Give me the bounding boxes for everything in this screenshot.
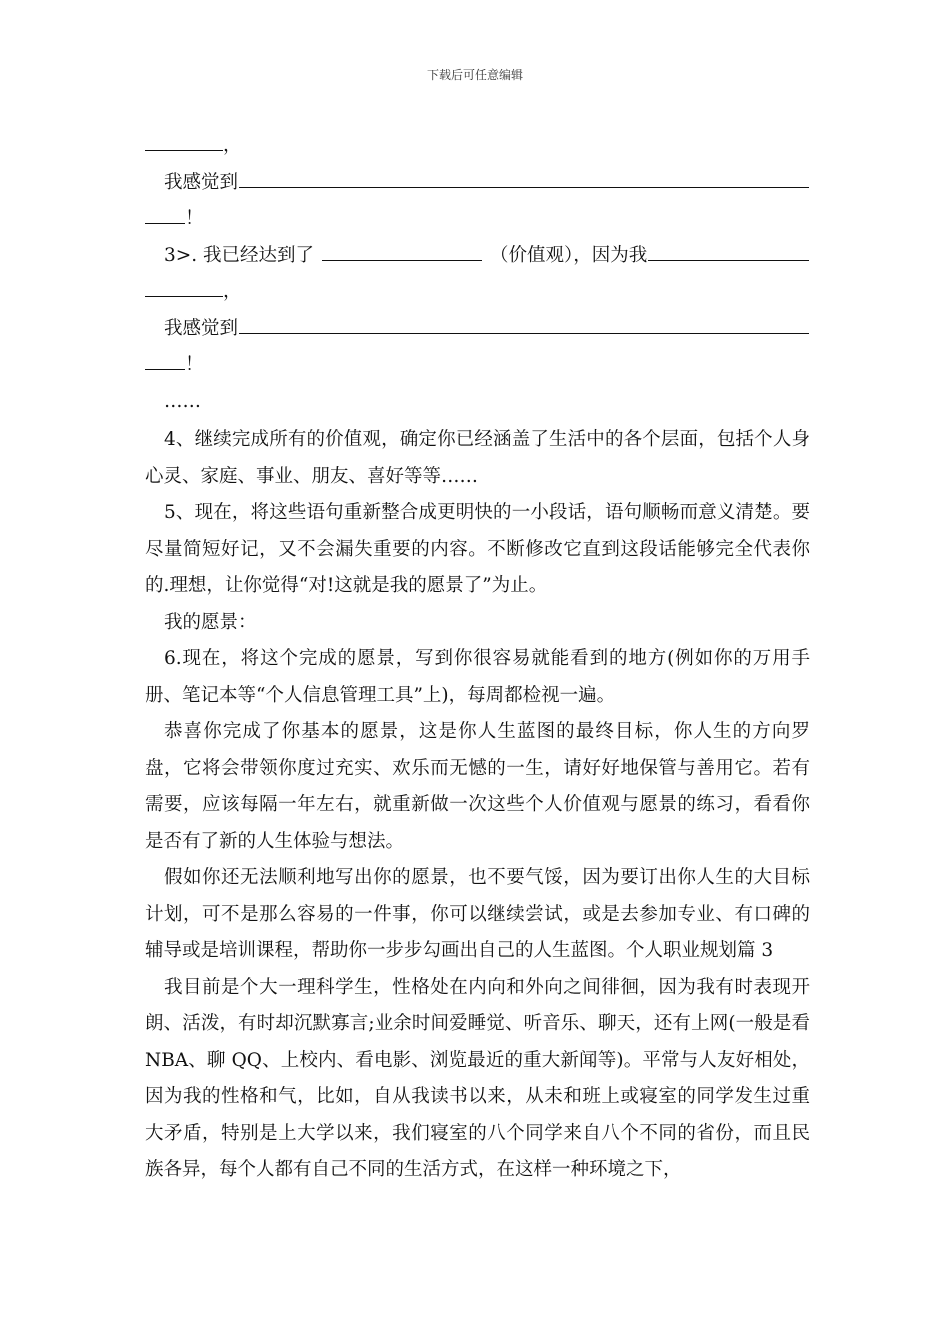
value-prefix: 3>. 我已经达到了 xyxy=(164,244,315,266)
form-line xyxy=(145,238,810,275)
paragraph-congrats: 恭喜你完成了你基本的愿景，这是你人生蓝图的最终目标，你人生的方向罗盘，它将会带领你度过充实、欢乐而无憾的一生，请好好地保管与善用它。若有需要，应该每隔一年左右，就重新做一次这些个人价值观与愿景的练习，看看你是否有了新的人生体验与想法。 xyxy=(145,721,810,852)
paragraph-step-6: 6.现在，将这个完成的愿景，写到你很容易就能看到的地方(例如你的万用手册、笔记本等“个人信息管理工具”上)，每周都检视一遍。 xyxy=(145,648,810,706)
blank-field[interactable] xyxy=(322,238,482,261)
form-line xyxy=(145,311,810,348)
form-line xyxy=(145,274,810,311)
ellipsis: …… xyxy=(164,390,201,412)
page-header: 下载后可任意编辑 xyxy=(426,68,523,82)
ellipsis-line xyxy=(145,384,810,421)
line-end-punct: ， xyxy=(223,281,242,302)
blank-field[interactable] xyxy=(239,165,809,188)
blank-field[interactable] xyxy=(145,128,223,151)
form-line xyxy=(145,165,810,202)
document-body xyxy=(145,128,810,1189)
line-end-punct: ， xyxy=(223,135,242,156)
paragraph-step-4: 4、继续完成所有的价值观，确定你已经涵盖了生活中的各个层面，包括个人身心灵、家庭、事业、朋友、喜好等等…… xyxy=(145,429,810,487)
blank-field[interactable] xyxy=(648,238,809,261)
form-line xyxy=(145,347,810,384)
paragraph-encourage: 假如你还无法顺利地写出你的愿景，也不要气馁，因为要订出你人生的大目标计划，可不是那么容易的一件事，你可以继续尝试，或是去参加专业、有口碑的辅导或是培训课程，帮助你一步步勾画出自己的人生蓝图。个人职业规划篇 3 xyxy=(145,867,810,961)
paragraph-step-5: 5、现在，将这些语句重新整合成更明快的一小段话，语句顺畅而意义清楚。要尽量简短好记，又不会漏失重要的内容。不断修改它直到这段话能够完全代表你的.理想，让你觉得“对!这就是我的愿景了”为止。 xyxy=(145,502,810,596)
form-line xyxy=(145,128,810,165)
feeling-label: 我感觉到 xyxy=(164,317,239,339)
blank-field[interactable] xyxy=(145,274,223,297)
feeling-label: 我感觉到 xyxy=(164,171,239,193)
form-line xyxy=(145,201,810,238)
blank-field[interactable] xyxy=(145,201,185,224)
line-end-punct: ！ xyxy=(185,208,204,229)
value-mid: （价值观），因为我 xyxy=(490,244,648,266)
paragraph-self-intro: 我目前是个大一理科学生，性格处在内向和外向之间徘徊，因为我有时表现开朗、活泼，有时却沉默寡言;业余时间爱睡觉、听音乐、聊天，还有上网(一般是看 NBA、聊 QQ、上校内、看电影、浏览最近的重大新闻等)。平常与人友好相处，因为我的性格和气，比如，自从我读书以来，从未和班上或寝室的同学发生过重大矛盾，特别是上大学以来，我们寝室的八个同学来自八个不同的省份，而且民族各异，每个人都有自己不同的生活方式，在这样一种环境之下， xyxy=(145,976,810,1180)
blank-field[interactable] xyxy=(145,347,185,370)
line-end-punct: ！ xyxy=(185,354,204,375)
vision-label: 我的愿景： xyxy=(164,611,257,633)
blank-field[interactable] xyxy=(239,311,809,334)
